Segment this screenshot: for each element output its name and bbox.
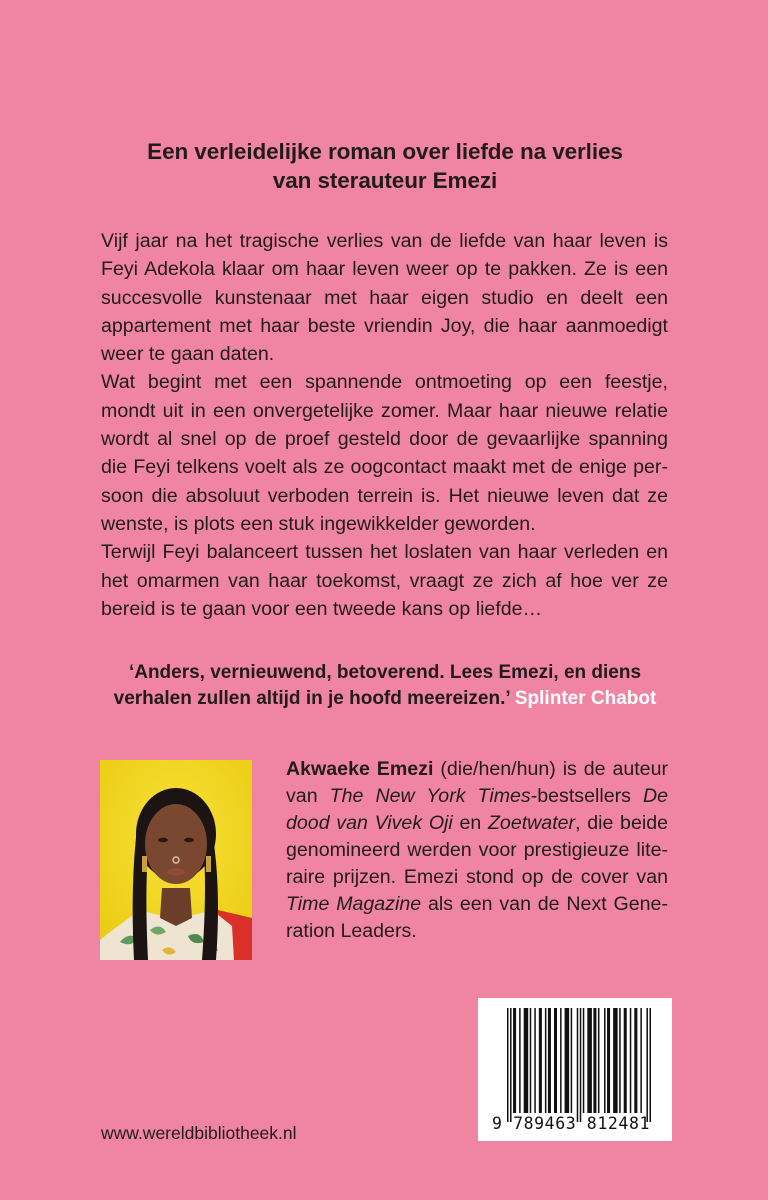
bio-text: (die/hen/hun) is de auteur van — [286, 758, 669, 807]
author-name: Akwaeke Emezi — [286, 758, 434, 780]
author-photo — [100, 760, 252, 960]
bio-nyt: The New York Times — [329, 785, 531, 807]
isbn-barcode — [478, 998, 672, 1141]
heading-line-1: Een verleidelijke roman over liefde na verlies — [147, 139, 623, 164]
bio-text: -bestsellers — [530, 785, 643, 807]
quote-line-2: verhalen zullen altijd in je hoofd meereizen.’ — [113, 688, 510, 709]
isbn-number: 9 789463 812481 — [492, 1114, 651, 1133]
heading-line-2: van sterauteur Emezi — [272, 168, 498, 193]
bio-text: als een van de Next Generation Leaders. — [286, 893, 668, 942]
author-portrait-icon — [100, 760, 252, 960]
quote-line-1: ‘Anders, vernieuwend, betoverend. Lees Emezi, en diens — [128, 662, 642, 683]
back-cover-heading — [100, 137, 670, 195]
bio-book-2: Zoetwater — [487, 812, 576, 834]
bio-magazine: Time Magazine — [286, 893, 422, 915]
synopsis-paragraph-3: Terwijl Feyi balanceert tussen het loslaten van haar verleden en het omarmen van haar toekomst, vraagt ze zich af hoe ver ze bereid is te gaan voor een tweede kans op liefde… — [101, 541, 668, 620]
synopsis-paragraph-1: Vijf jaar na het tragische verlies van de liefde van haar leven is Feyi Adekola klaar om haar leven weer op te pakken. Ze is een succesvolle kunstenaar met haar eigen studio en deelt een appartement met haar beste vriendin Joy, die haar aanmoedigt weer te gaan daten. — [101, 230, 668, 366]
synopsis-paragraph-2: Wat begint met een spannende ontmoeting op een feestje, mondt uit in een onvergetelijke zomer. Maar haar nieuwe relatie wordt al snel op de proef gesteld door de gevaarlijke spanning die Feyi telkens voelt als ze oogcontact maakt met de enige persoon die absoluut verboden terrein is. Het nieuwe leven dat ze wenste, is plots een stuk ingewikkelder geworden. — [101, 371, 668, 535]
bio-text: en — [452, 812, 488, 834]
quote-attribution: Splinter Chabot — [514, 688, 657, 709]
review-quote — [90, 660, 680, 712]
author-bio — [286, 756, 668, 945]
bio-book-1: De dood van Vivek Oji — [286, 785, 669, 834]
synopsis — [101, 227, 668, 623]
barcode-icon — [507, 1008, 651, 1122]
bio-text: , die beide genomineerd werden voor prestigieuze literaire prijzen. Emezi stond op de cover van — [286, 812, 668, 888]
publisher-url[interactable]: www.wereldbibliotheek.nl — [101, 1123, 297, 1143]
